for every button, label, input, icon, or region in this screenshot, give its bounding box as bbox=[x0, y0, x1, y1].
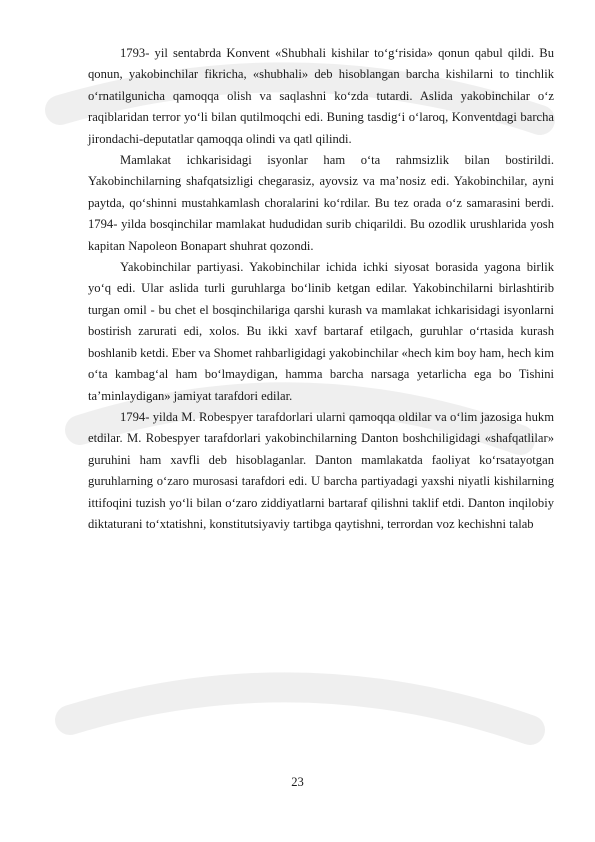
paragraph-robespierre: 1794- yilda M. Robespyer tarafdorlari ularni qamoqqa oldilar va o‘lim jazosiga hukm etdilar. M. Robespyer tarafdorlari yakobinchilarning Danton boshchiligidagi «shafqatlilar» guruhini ham xavfli deb hisoblaganlar. Danton mamlakatda faoliyat ko‘rsatayotgan guruhlarning o‘zaro murosasi tarafdori edi. U barcha partiyadagi yaxshi niyatli kishilarning ittifoqini tuzish yo‘li bilan o‘zaro ziddiyatlarni bartaraf qilishni taklif etdi. Danton inqilobiy diktaturani to‘xtatishni, konstitutsiyaviy tartibga qaytishni, terrordan voz kechishni talab bbox=[88, 409, 554, 531]
paragraph-uprisings: Mamlakat ichkarisidagi isyonlar ham o‘ta rahmsizlik bilan bostirildi. Yakobinchilarning shafqatsizligi chegarasiz, ayovsiz va ma’nosiz edi. Yakobinchilar, ayni paytda, qo‘shinni mustahkamlash choralarini ko‘rdilar. Bu tez orada o‘z samarasini berdi. 1794- yilda bosqinchilar mamlakat hududidan surib chiqarildi. Bu ozodlik urushlarida yosh kapitan Napoleon Bonapart shuhrat qozondi. bbox=[88, 153, 554, 253]
page-body bbox=[88, 43, 554, 535]
page-number: 23 bbox=[291, 775, 304, 789]
paragraph-konvent-law: 1793- yil sentabrda Konvent «Shubhali kishilar to‘g‘risida» qonun qabul qildi. Bu qonun, yakobinchilar fikricha, «shubhali» deb hisoblangan barcha kishilarni to tinchlik o‘rnatilgunicha qamoqqa olish va saqlashni ko‘zda tutardi. Aslida yakobinchilar o‘z raqiblaridan terror yo‘li bilan qutilmoqchi edi. Buning tasdig‘i o‘laroq, Konventdagi barcha jirondachi-deputatlar qamoqqa olindi va qatl qilindi. bbox=[88, 46, 554, 146]
paragraph-jacobin-party: Yakobinchilar partiyasi. Yakobinchilar ichida ichki siyosat borasida yagona birlik yo‘q edi. Ular aslida turli guruhlarga bo‘linib ketgan edilar. Yakobinchilarni birlashtirib turgan omil - bu chet el bosqinchilariga qarshi kurash va mamlakat ichkarisidagi isyonlarni bostirish zarurati edi, xolos. Bu ikki xavf bartaraf etilgach, guruhlar o‘rtasida kurash boshlanib ketdi. Eber va Shomet rahbarligidagi yakobinchilar «hech kim boy ham, hech kim o‘ta kambag‘al ham bo‘lmaydigan, hamma barcha narsaga yetarlicha ega bo Tishini ta’minlaydigan» jamiyat tarafdori edilar. bbox=[88, 260, 554, 403]
